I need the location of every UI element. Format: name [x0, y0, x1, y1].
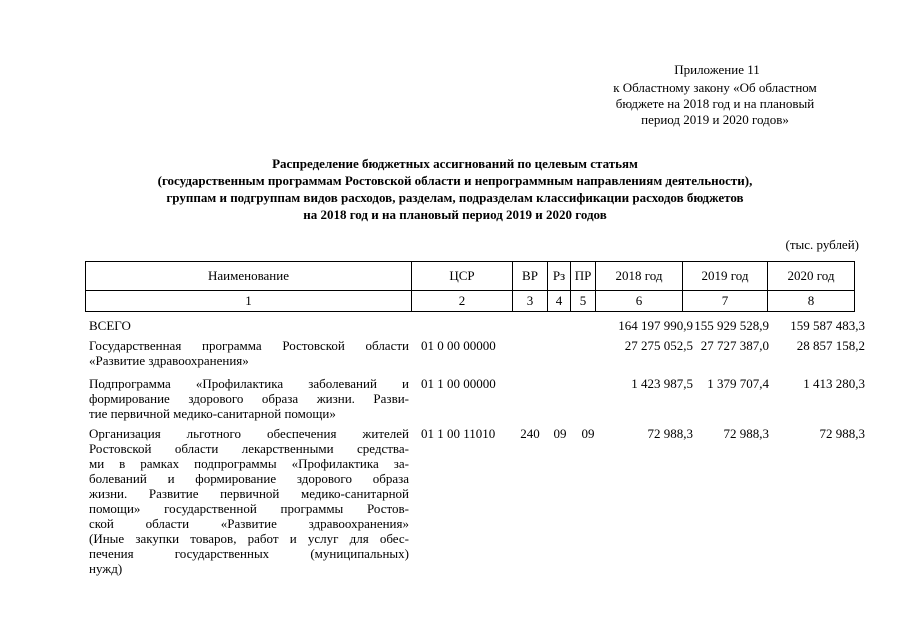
header-2020: 2020 год [768, 262, 855, 291]
header-csr: ЦСР [412, 262, 513, 291]
row-rz: 09 [553, 426, 567, 441]
header-row [86, 262, 855, 291]
column-number: 2 [412, 291, 513, 312]
row-name-line: нужд) [89, 561, 123, 576]
column-number: 1 [86, 291, 412, 312]
table-header [85, 261, 855, 312]
row-name-line: ми в рамках подпрограммы «Профилактика за- [89, 456, 409, 471]
row-name-line: Ростовской области лекарственными средства- [89, 441, 409, 456]
row-value-2018: 72 988,3 [647, 426, 693, 441]
units-label: (тыс. рублей) [785, 237, 859, 252]
title-line: (государственным программам Ростовской области и непрограммным направлениям деятельности), [157, 173, 753, 188]
column-number: 3 [513, 291, 548, 312]
row-value-2020: 159 587 483,3 [790, 318, 865, 333]
row-name-line: Организация льготного обеспечения жителей [89, 426, 409, 441]
header-2019: 2019 год [683, 262, 768, 291]
row-name-line: «Развитие здравоохранения» [89, 353, 249, 368]
appendix-law-line: к Областному закону «Об областном [613, 80, 817, 95]
row-name [89, 318, 409, 333]
appendix-number: Приложение 11 [674, 62, 760, 77]
row-value-2020: 28 857 158,2 [796, 338, 865, 353]
title-line: группам и подгруппам видов расходов, разделам, подразделам классификации расходов бюджетов [166, 190, 744, 205]
row-name [89, 426, 409, 576]
title-line: Распределение бюджетных ассигнований по целевым статьям [272, 156, 638, 171]
row-vr: 240 [520, 426, 540, 441]
header-2018: 2018 год [596, 262, 683, 291]
column-number: 5 [571, 291, 596, 312]
table-row [85, 426, 865, 581]
row-value-2020: 72 988,3 [819, 426, 865, 441]
table-row-total [85, 318, 865, 338]
table-row [85, 376, 865, 426]
row-value-2018: 1 423 987,5 [631, 376, 693, 391]
row-name-line: печения государственных (муниципальных) [89, 546, 409, 561]
row-value-2019: 1 379 707,4 [707, 376, 769, 391]
row-name-line: формирование здорового образа жизни. Разви- [89, 391, 409, 406]
header-rz: Рз [548, 262, 571, 291]
appendix-law-line: бюджете на 2018 год и на плановый [615, 96, 815, 111]
title-line: на 2018 год и на плановый период 2019 и 2020 годов [303, 207, 607, 222]
appendix-law-reference [560, 80, 870, 128]
row-name-line: Государственная программа Ростовской области [89, 338, 409, 353]
row-name-line: жизни. Развитие первичной медико-санитарной [89, 486, 409, 501]
row-value-2019: 155 929 528,9 [694, 318, 769, 333]
row-name-line: тие первичной медико-санитарной помощи» [89, 406, 336, 421]
row-value-2019: 72 988,3 [723, 426, 769, 441]
row-name-line: (Иные закупки товаров, работ и услуг для обес- [89, 531, 409, 546]
table-row [85, 338, 865, 376]
header-vr: ВР [513, 262, 548, 291]
header-pr: ПР [571, 262, 596, 291]
header-name: Наименование [86, 262, 412, 291]
row-csr: 01 0 00 00000 [421, 338, 496, 353]
row-value-2018: 164 197 990,9 [618, 318, 693, 333]
header-number-row [86, 291, 855, 312]
column-number: 6 [596, 291, 683, 312]
row-pr: 09 [581, 426, 595, 441]
row-value-2019: 27 727 387,0 [700, 338, 769, 353]
row-name [89, 338, 409, 368]
document-title [40, 155, 870, 223]
row-name [89, 376, 409, 421]
row-value-2020: 1 413 280,3 [803, 376, 865, 391]
row-name-line: ВСЕГО [89, 318, 131, 333]
row-name-line: помощи» государственной программы Ростов- [89, 501, 409, 516]
row-csr: 01 1 00 11010 [421, 426, 496, 441]
row-name-line: болеваний и формирование здорового образа [89, 471, 409, 486]
row-name-line: ской области «Развитие здравоохранения» [89, 516, 409, 531]
row-value-2018: 27 275 052,5 [624, 338, 693, 353]
row-name-line: Подпрограмма «Профилактика заболеваний и [89, 376, 409, 391]
column-number: 8 [768, 291, 855, 312]
row-csr: 01 1 00 00000 [421, 376, 496, 391]
column-number: 4 [548, 291, 571, 312]
appendix-law-line: период 2019 и 2020 годов» [641, 112, 789, 127]
column-number: 7 [683, 291, 768, 312]
table-body [85, 318, 865, 581]
